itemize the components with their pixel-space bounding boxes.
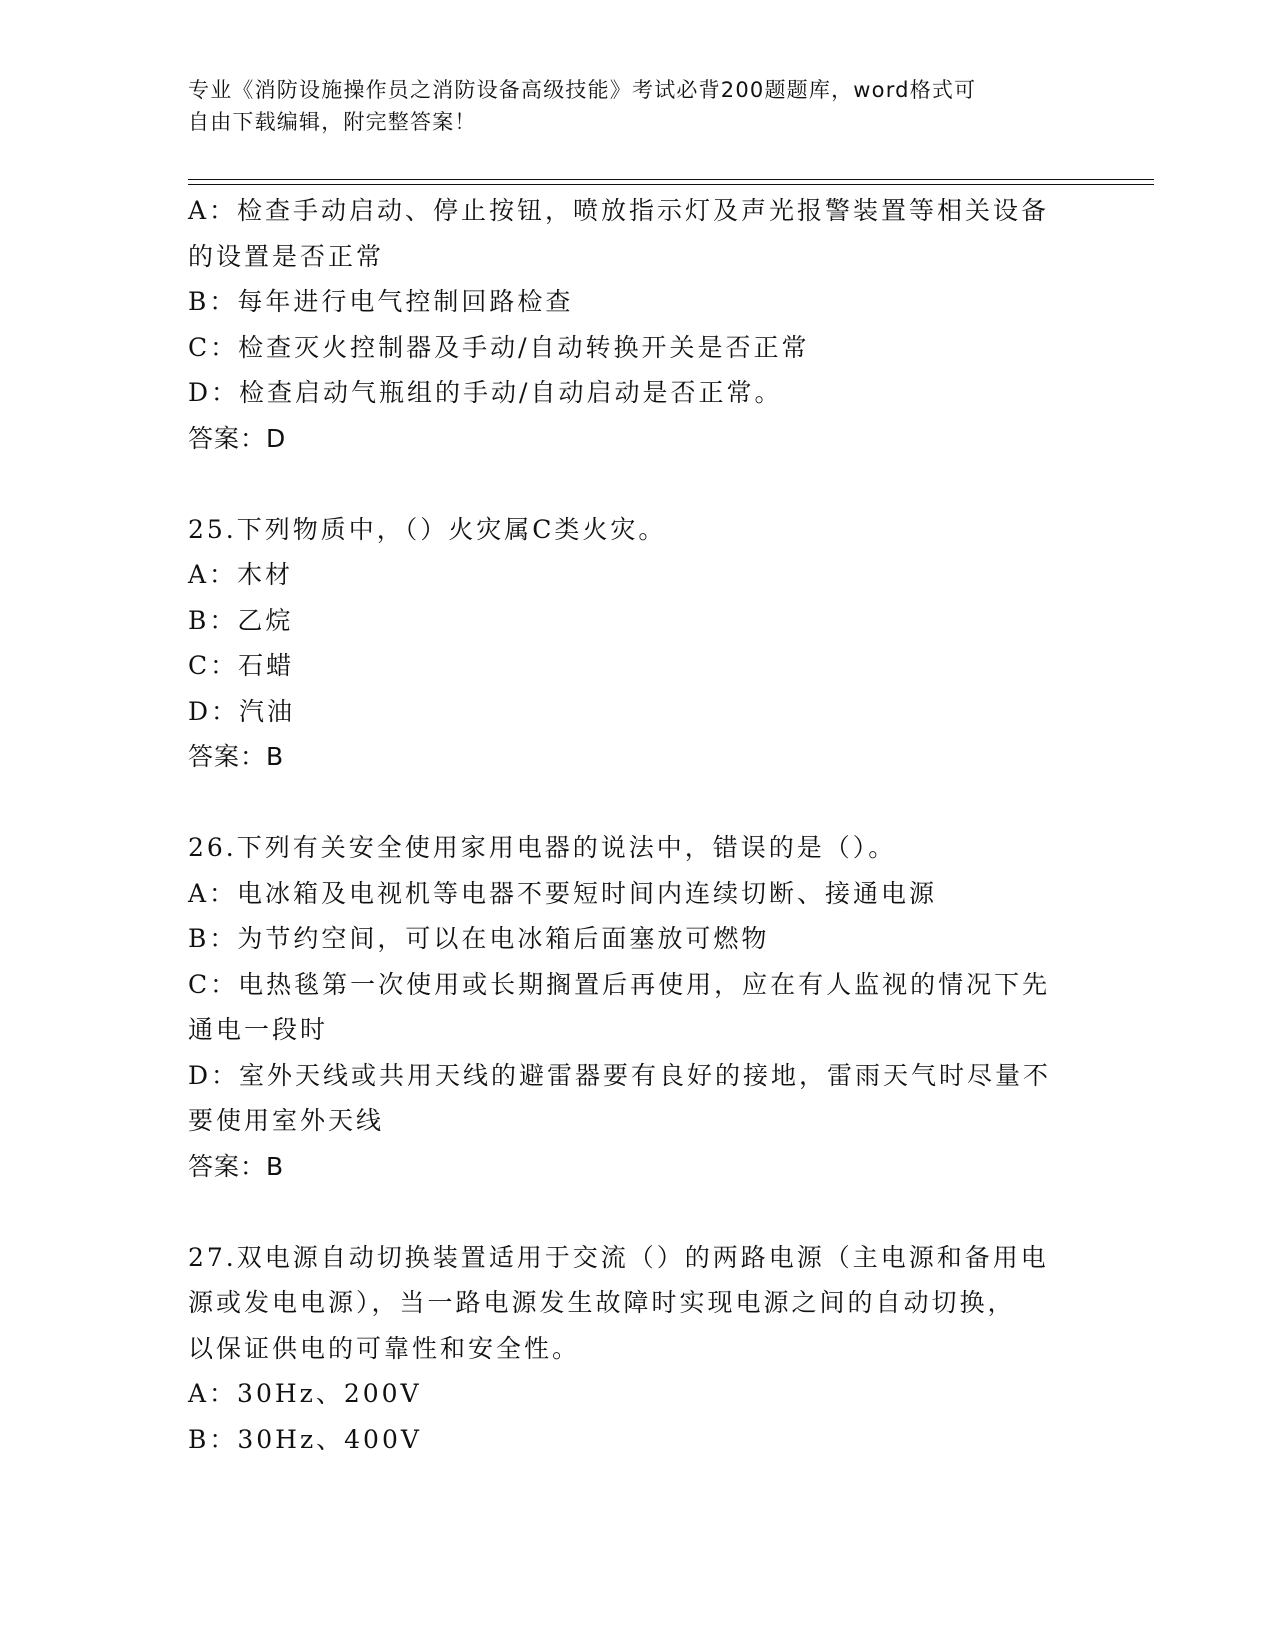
question-text: 26.下列有关安全使用家用电器的说法中，错误的是（）。: [188, 833, 897, 862]
option-b: B：乙烷: [188, 605, 294, 635]
header-divider-top: [188, 179, 1154, 180]
answer: 答案：B: [188, 1151, 285, 1181]
option-a: A：电冰箱及电视机等电器不要短时间内连续切断、接通电源: [188, 878, 938, 908]
option-a-line-2: 的设置是否正常: [188, 241, 385, 271]
option-a: A：木材: [188, 560, 294, 589]
question-text-line-3: 以保证供电的可靠性和安全性。: [188, 1333, 581, 1363]
option-b: B：30Hz、400V: [188, 1424, 422, 1454]
option-b: B：每年进行电气控制回路检查: [188, 287, 574, 316]
question-24-tail: [188, 188, 1078, 461]
option-d-line-1: D：室外天线或共用天线的避雷器要有良好的接地，雷雨天气时尽量不: [188, 1060, 1052, 1090]
answer: 答案：B: [188, 742, 285, 771]
option-b: B：为节约空间，可以在电冰箱后面塞放可燃物: [188, 924, 770, 953]
question-25: [188, 507, 1078, 780]
spacer: [188, 780, 1078, 826]
question-text-line-2: 源或发电电源），当一路电源发生故障时实现电源之间的自动切换，: [188, 1288, 1016, 1317]
header-line-2: 自由下载编辑，附完整答案！: [188, 110, 477, 134]
question-list: [188, 188, 1078, 1462]
question-text-line-1: 27.双电源自动切换装置适用于交流（）的两路电源（主电源和备用电: [188, 1242, 1049, 1272]
option-c: C：石蜡: [188, 651, 295, 680]
page-header: [188, 74, 1068, 138]
question-26: [188, 825, 1078, 1189]
option-a: A：30Hz、200V: [188, 1379, 422, 1408]
header-divider-bottom: [188, 184, 1154, 185]
option-d: D：检查启动气瓶组的手动/自动启动是否正常。: [188, 378, 783, 407]
header-line-1: 专业《消防设施操作员之消防设备高级技能》考试必背200题题库，word格式可: [188, 78, 977, 102]
option-c-line-1: C：电热毯第一次使用或长期搁置后再使用，应在有人监视的情况下先: [188, 969, 1051, 999]
option-c: C：检查灭火控制器及手动/自动转换开关是否正常: [188, 332, 810, 362]
option-a-line-1: A：检查手动启动、停止按钮，喷放指示灯及声光报警装置等相关设备: [188, 196, 1050, 225]
option-c-line-2: 通电一段时: [188, 1015, 329, 1044]
option-d-line-2: 要使用室外天线: [188, 1106, 385, 1135]
spacer: [188, 1189, 1078, 1235]
question-27: [188, 1235, 1078, 1463]
option-d: D：汽油: [188, 696, 296, 726]
spacer: [188, 461, 1078, 507]
question-text: 25.下列物质中，（）火灾属C类火灾。: [188, 514, 667, 544]
answer: 答案：D: [188, 423, 287, 453]
